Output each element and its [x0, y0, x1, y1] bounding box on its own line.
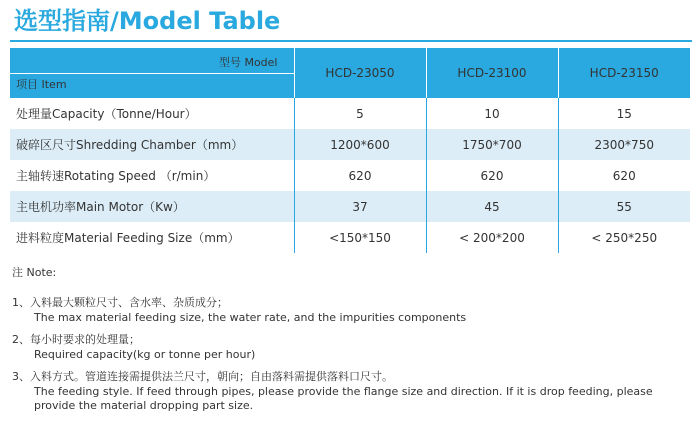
table-header-row	[10, 48, 690, 98]
row-label: 主轴转速Rotating Speed （r/min）	[10, 160, 294, 191]
row-value: 37	[294, 191, 426, 222]
header-corner-cell	[10, 48, 294, 98]
table-row	[10, 191, 690, 222]
title-divider	[10, 40, 692, 42]
note-item	[12, 296, 692, 325]
notes-heading: 注 Note:	[12, 266, 57, 279]
header-divider	[10, 73, 294, 74]
row-value: 15	[558, 98, 690, 129]
note-item	[12, 333, 692, 362]
note-en: The max material feeding size, the water rate, and the impurities components	[34, 310, 467, 324]
row-value: < 200*200	[426, 222, 558, 253]
row-value: 45	[426, 191, 558, 222]
row-value: 55	[558, 191, 690, 222]
page-title: 选型指南/Model Table	[14, 7, 281, 35]
row-value: 5	[294, 98, 426, 129]
model-column-header: HCD-23100	[426, 48, 558, 98]
model-column-header: HCD-23150	[558, 48, 690, 98]
row-value: 10	[426, 98, 558, 129]
item-header-label: 项目 Item	[16, 78, 67, 91]
note-en: Required capacity(kg or tonne per hour)	[34, 347, 256, 361]
table-row	[10, 222, 690, 253]
note-zh: 2、每小时要求的处理量；	[12, 333, 140, 346]
row-label: 进料粒度Material Feeding Size（mm）	[10, 222, 294, 253]
note-en: The feeding style. If feed through pipes, please provide the flange size and direction. If it is drop feeding, please provide the material dropping part size.	[34, 384, 653, 412]
model-header-label: 型号 Model	[218, 56, 278, 69]
row-value: 620	[426, 160, 558, 191]
row-value: 2300*750	[558, 129, 690, 160]
model-table	[10, 48, 690, 253]
table-row	[10, 98, 690, 129]
notes-section	[12, 266, 692, 422]
note-zh: 1、入料最大颗粒尺寸、含水率、杂质成分；	[12, 296, 228, 309]
table-row	[10, 129, 690, 160]
row-value: 620	[558, 160, 690, 191]
note-zh: 3、入料方式。管道连接需提供法兰尺寸，朝向；自由落料需提供落料口尺寸。	[12, 370, 393, 383]
row-value: 1200*600	[294, 129, 426, 160]
model-column-header: HCD-23050	[294, 48, 426, 98]
table-row	[10, 160, 690, 191]
row-value: 620	[294, 160, 426, 191]
row-label: 主电机功率Main Motor（Kw）	[10, 191, 294, 222]
note-item	[12, 370, 692, 414]
row-label: 处理量Capacity（Tonne/Hour）	[10, 98, 294, 129]
row-value: < 250*250	[558, 222, 690, 253]
row-value: <150*150	[294, 222, 426, 253]
row-label: 破碎区尺寸Shredding Chamber（mm）	[10, 129, 294, 160]
row-value: 1750*700	[426, 129, 558, 160]
